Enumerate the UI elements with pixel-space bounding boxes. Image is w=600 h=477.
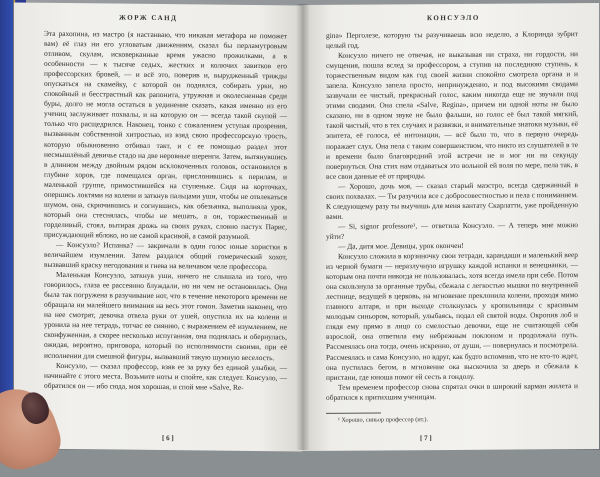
right-paragraph-5: — Да, дитя мое. Девицы, урок окончен! [338,240,464,251]
right-paragraph-3: — Хорошо, дочь моя, — сказал старый маэстро, всегда сдержанный в своих похвалах. — Ты разучила все с добросовестностью и пела с пониманием. К следующему разу ты выучишь для меня кантату Скарлатти, уже пройденную вами. [326,179,578,221]
left-page-number: [ 6 ] [162,434,174,443]
right-page-text [326,29,578,402]
left-page-text [44,29,287,393]
left-paragraph-2: — Консуэло? Испанка? — закричали в один голос юные хористки в величайшем изумлении. Затем раздался общий гомерический хохот, вызвавший краску негодования и гнева на величавом челе профессора. [44,239,287,272]
footnote: ¹ Хорошо, синьор профессор (ит.). [338,416,429,424]
right-running-head: КОНСУЭЛО [427,13,480,23]
left-running-head: ЖОРЖ САНД [119,13,178,23]
right-paragraph-6: Консуэло сложила в корзиночку свои тетради, карандаши и маленький веер из черной бумаги — неразлучную игрушку каждой испанки и венецианки, — которым она почти никогда не пользовалась, хотя всегда имела при себе. Потом она скользнула за органные трубы, сбежала с легкостью мышки по внутренней лестнице, ведущей в церковь, на мгновение преклонила колени, проходя мимо главного алтаря, и при выходе столкнулась у кропильницы с красивым молодым синьором, который, улыбаясь, подал ей святой воды. Окропив лоб и глядя ему прямо в лицо со смелостью девочки, еще не считающей себя взрослой, она ответила ему небрежным поклоном и продолжала путь. Рассмеялась она тогда, очень искренно, от души, — повернулась и посмотрела. Рассмеялась и сама Консуэло, но вдруг, как будто вспомнив, что не кто-то ждет, она пустилась бегом, в мгновение ока выскочила за дверь и сбежала к пристани, где юноша помог ей сесть в гондолу. [326,250,578,382]
open-book [14,4,599,450]
left-paragraph-1: Эта рахопина, из мастро (я настанваю, что никакая метафора не поможет вам) её глаз ни его угловатым движениям, сказал бы перламутровым отливом, скулам, исковерканные время ужасно прожилками, а в особенности — к тысяче седых, жестких и колючих завитков его профессорских бровей, — и всё это, поверив и, вырудженный трижды опускаться на скамейку, с которой он поднялся, собирать урки, но спокойный и бесстрастный как рапонита, утружная и околесненная среди буры, долго не могла остаться в уединение сказать, какая именно из его учениц заслуживает похвалы, и на которую он — всегда такой скупой — только что расщедрился. Наконец, тонко с сожалением уступая прозрения, вызванным собственной хитростью, из взяд свою профессорскую трость, которую обыкновенно отбивал такт, и с ее помощью раздел этот несмышлёный девичье стадо на две неровные шеренги. Затем, вытянувшись в длинном между двойным рядом всклокоченных головок, остановился в глубине хоров, где помещался орган, прислонившись к перилам, и маленькой группе, примостившейся на ступеньке. Сидя на корточках, опершись локтями на колени и заткнув пальцами уши, чтобы не отвлекаться шумом, она, скрючившись и согнувшись, как обезьянка, выполняла урок, который она стеснялась, чтобы не мешать, а он, торжественный и горделивый, стоял, вытирая дрожь на своих руках, словно пастух Парис, присуждающий яблоко, но не самой красивой, а самой разумной. [44,28,287,241]
book-gutter [296,4,310,450]
right-paragraph-1: gina» Перголезе, которую ты разучиваешь всю неделю, а Клоринда зубрит целый год. [326,29,578,50]
right-page [302,3,599,451]
right-page-number: [ 7 ] [420,434,432,443]
right-paragraph-7: Тем временем профессор снова спрятал очки в широкий карман жилета и обратился к притихшим ученицам. [326,380,578,402]
left-paragraph-4: Консуэло, — сказал профессор, взяв ее за руку без единой улыбки, — начинайте с этого места. Возьмите ноты и спойте, как следует. Консуэло, — обратился он — ибо сюда, моя хорошая, и спой мне «Salve, Re- [44,360,287,392]
left-page [14,2,302,451]
left-paragraph-3: Маленькая Консуэло, заткнув уши, ничего не слышала из того, что говорилось, глаза ее рассеянно блуждали, но ни чем не остановилась. Она была так погружена в разучивание нот, что в течение некоторого времени не обращала ни малейшего внимания на весь этот гомон. Заметив наконец, что на нее смотрят, девочка отвела руки от ушей, опустила их на колени и уронила на нее тетрадь, тотчас ее сиянию, с выражением её изумлением, не сконфуженная, а скорее несколько испуганная, она поднялась и обернулась, ожидая, вероятно, приговора, который по исполнимости своими, при её исполнении для смешной фигуры, вызвавший такую шумную веселость. [44,270,287,362]
footnote-rule [326,412,381,413]
right-paragraph-2: Консуэло ничего не отвечая, не выказывая ни страха, ни гордости, ни смущения, пошла вслед за профессором, а ступив на последнюю ступень, к торжественным видом как год своей жизни спокойно смотрела органа и и запела. Консуэло запела просто, непринужденно, и под высокими сводами зазвучали ее чистый, прекрасный голос, каким никогда еще не звучали под этими сводами. Она спела «Salve, Regina», причем ни одной ноты не было сказано, ни в одном звуке не было фальши, но голос её был такой мягкий, такой чистый, что в тех случаях и развязки, и внимательные знатоки музыки, её эпитета, её голоса, её интонации, — всё было то, что в первую очередь поражает слух. Она пела с таким совершенством, что никто из слушателей в те и времени было благовредний этой встречи не и мог ни на секунду повернуться. Она стих нам отдаваться это вольной ей воля по мере, пела так, в все свои данные её от природы. [326,49,578,181]
right-paragraph-4: — Si, signor professore¹, — ответила Консуэло. — А теперь мне можно уйти? [326,220,578,241]
